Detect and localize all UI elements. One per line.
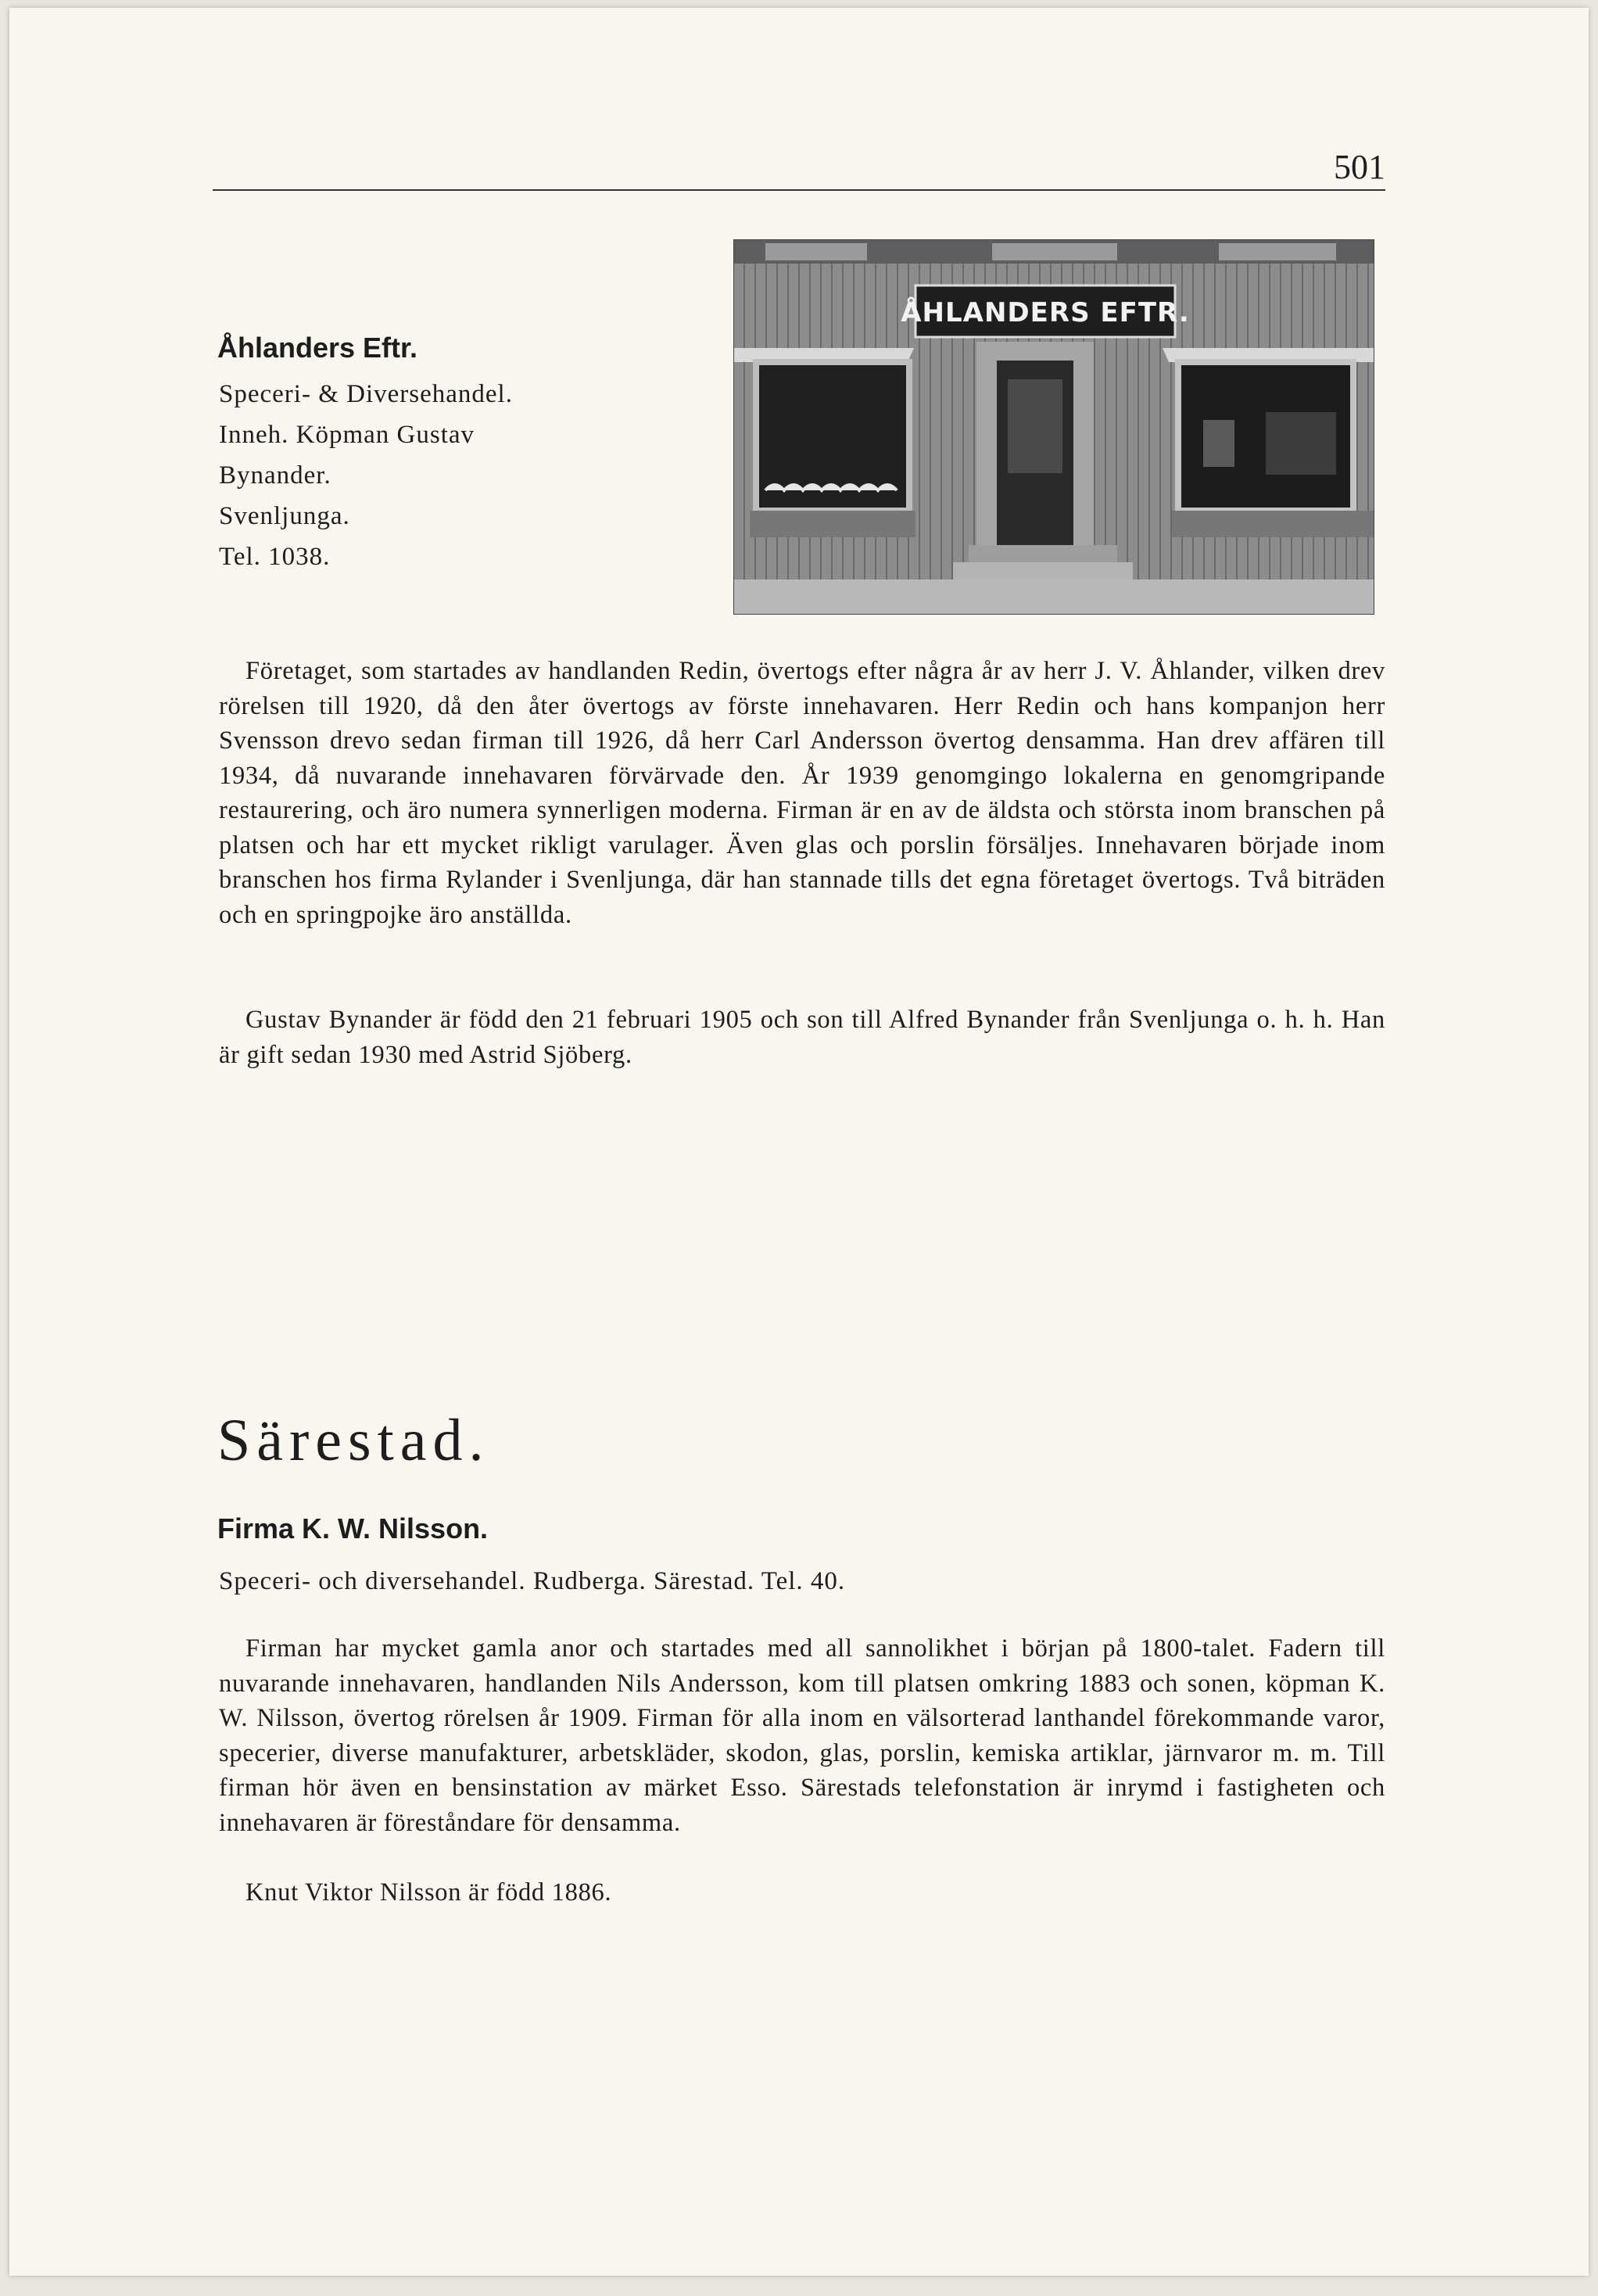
entry1-paragraph: Gustav Bynander är född den 21 februari 1905 och son till Alfred Bynander från Svenljunga o. h. h. Han är gift sedan 1930 med Astrid Sjöberg. xyxy=(219,1006,1385,1069)
header-rule xyxy=(213,189,1385,191)
entry2-info-line: Speceri- och diversehandel. Rudberga. Särestad. Tel. 40. xyxy=(219,1567,846,1595)
entry1-info-line: Bynander. xyxy=(219,461,331,490)
storefront-photo xyxy=(733,239,1374,615)
entry2-company-name: Firma K. W. Nilsson. xyxy=(217,1512,489,1544)
entry1-company-name: Åhlanders Eftr. xyxy=(217,332,418,364)
storefront-sign: ÅHLANDERS EFTR. xyxy=(901,297,1190,328)
entry2-paragraph: Knut Viktor Nilsson är född 1886. xyxy=(245,1878,612,1907)
entry2-paragraph: Firman har mycket gamla anor och startades med all sannolikhet i början på 1800-talet. Fadern till nuvarande innehavaren, handlanden Nils Andersson, kom till platsen omkring 1883 och sonen, köpman K. W. Nilsson, övertog rörelsen år 1909. Firman för alla inom en välsorterad lanthandel förekommande varor, specerier, diverse manufakturer, arbetskläder, skodon, glas, porslin, kemiska artiklar, järnvaror m. m. Till firman hör även en bensinstation av märket Esso. Särestads telefonstation är inrymd i fastigheten och innehavaren är föreståndare för densamma. xyxy=(219,1634,1385,1837)
entry1-paragraph: Företaget, som startades av handlanden Redin, övertogs efter några år av herr J. V. Åhlander, vilken drev rörelsen till 1920, då den åter övertogs av förste innehavaren. Herr Redin och hans kompanjon herr Svensson drevo sedan firman till 1926, då herr Carl Andersson övertog densamma. Han drev affären till 1934, då nuvarande innehavaren förvärvade den. År 1939 genomgingo lokalerna en genomgripande restaurering, och äro numera synnerligen moderna. Firman är en av de äldsta och största inom branschen på platsen och har ett mycket rikligt varulager. Även glas och porslin försäljes. Innehavaren började inom branschen hos firma Rylander i Svenljunga, där han stannade tills det egna företaget övertogs. Två biträden och en springpojke äro anställda. xyxy=(219,657,1385,929)
page-number: 501 xyxy=(1334,148,1385,186)
section-title: Särestad. xyxy=(217,1408,490,1473)
page-sheet xyxy=(9,8,1589,2276)
entry1-info-line: Tel. 1038. xyxy=(219,543,331,571)
entry1-info-line: Svenljunga. xyxy=(219,502,350,530)
entry1-info-line: Speceri- & Diversehandel. xyxy=(219,380,513,408)
entry1-info-line: Inneh. Köpman Gustav xyxy=(219,421,475,449)
